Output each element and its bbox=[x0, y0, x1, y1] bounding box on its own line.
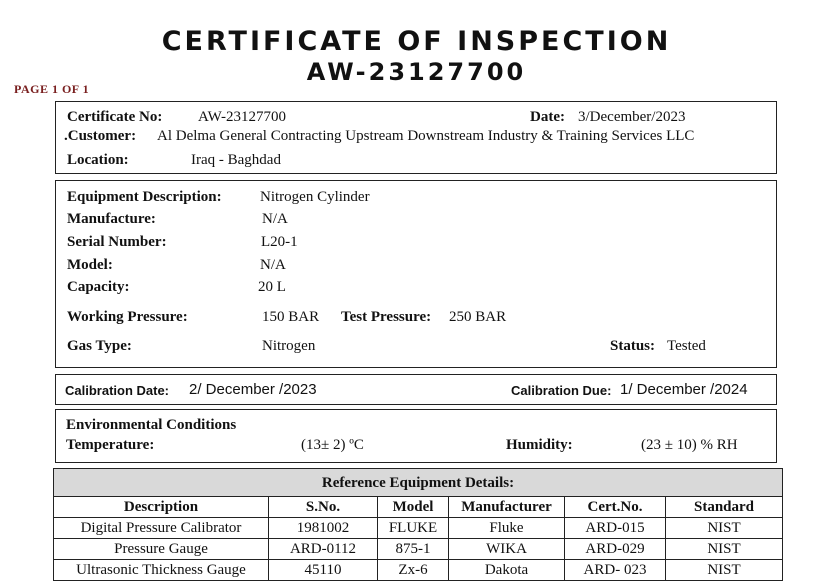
temperature-label: Temperature: bbox=[66, 437, 155, 453]
humidity-value: (23 ± 10) % RH bbox=[641, 437, 738, 453]
table-cell: FLUKE bbox=[378, 518, 449, 539]
table-cell: ARD-0112 bbox=[269, 539, 378, 560]
reference-equipment-table bbox=[53, 468, 783, 581]
calibration-due-label: Calibration Due: bbox=[511, 383, 612, 398]
calibration-date-value: 2/ December /2023 bbox=[189, 381, 317, 398]
date-value: 3/December/2023 bbox=[578, 109, 686, 125]
capacity-label: Capacity: bbox=[67, 279, 130, 295]
date-label: Date: bbox=[530, 109, 565, 125]
table-cell: Pressure Gauge bbox=[54, 539, 269, 560]
gas-type-label: Gas Type: bbox=[67, 338, 132, 354]
customer-label: .Customer: bbox=[64, 128, 137, 144]
location-label: Location: bbox=[67, 152, 129, 168]
cert-no-label: Certificate No: bbox=[67, 109, 163, 125]
table-header-row bbox=[54, 497, 783, 518]
test-pressure-label: Test Pressure: bbox=[341, 309, 432, 325]
serial-label: Serial Number: bbox=[67, 234, 167, 250]
table-cell: NIST bbox=[666, 518, 783, 539]
column-header: Cert.No. bbox=[565, 497, 666, 518]
humidity-label: Humidity: bbox=[506, 437, 573, 453]
table-cell: ARD- 023 bbox=[565, 560, 666, 581]
table-caption-row bbox=[54, 469, 783, 497]
status-value: Tested bbox=[667, 338, 706, 354]
table-cell: Fluke bbox=[449, 518, 565, 539]
manufacture-label: Manufacture: bbox=[67, 211, 156, 227]
table-cell: Ultrasonic Thickness Gauge bbox=[54, 560, 269, 581]
table-cell: WIKA bbox=[449, 539, 565, 560]
customer-value: Al Delma General Contracting Upstream Downstream Industry & Training Services LLC bbox=[157, 128, 695, 144]
table-row bbox=[54, 518, 783, 539]
serial-value: L20-1 bbox=[261, 234, 298, 250]
table-cell: Digital Pressure Calibrator bbox=[54, 518, 269, 539]
status-label: Status: bbox=[610, 338, 656, 354]
environment-heading: Environmental Conditions bbox=[66, 417, 237, 433]
certificate-title: CERTIFICATE OF INSPECTION bbox=[161, 26, 672, 57]
temperature-value: (13± 2) ºC bbox=[301, 437, 364, 453]
table-caption: Reference Equipment Details: bbox=[54, 469, 783, 497]
page-indicator: PAGE 1 OF 1 bbox=[14, 82, 90, 96]
table-cell: ARD-015 bbox=[565, 518, 666, 539]
table-cell: NIST bbox=[666, 539, 783, 560]
working-pressure-value: 150 BAR bbox=[262, 309, 320, 325]
table-row bbox=[54, 560, 783, 581]
location-value: Iraq - Baghdad bbox=[191, 152, 281, 168]
column-header: Manufacturer bbox=[449, 497, 565, 518]
working-pressure-label: Working Pressure: bbox=[67, 309, 188, 325]
table-cell: NIST bbox=[666, 560, 783, 581]
table-cell: Dakota bbox=[449, 560, 565, 581]
column-header: S.No. bbox=[269, 497, 378, 518]
model-value: N/A bbox=[260, 257, 286, 273]
column-header: Standard bbox=[666, 497, 783, 518]
column-header: Description bbox=[54, 497, 269, 518]
table-cell: 45110 bbox=[269, 560, 378, 581]
model-label: Model: bbox=[67, 257, 113, 273]
gas-type-value: Nitrogen bbox=[262, 338, 316, 354]
equipment-desc-label: Equipment Description: bbox=[67, 189, 222, 205]
calibration-due-value: 1/ December /2024 bbox=[620, 381, 748, 398]
calibration-date-label: Calibration Date: bbox=[65, 383, 170, 398]
table-cell: ARD-029 bbox=[565, 539, 666, 560]
column-header: Model bbox=[378, 497, 449, 518]
table-cell: 1981002 bbox=[269, 518, 378, 539]
table-row bbox=[54, 539, 783, 560]
certificate-code: AW-23127700 bbox=[306, 58, 527, 86]
equipment-desc-value: Nitrogen Cylinder bbox=[260, 189, 370, 205]
table-cell: 875-1 bbox=[378, 539, 449, 560]
table-cell: Zx-6 bbox=[378, 560, 449, 581]
cert-no-value: AW-23127700 bbox=[198, 109, 286, 125]
test-pressure-value: 250 BAR bbox=[449, 309, 507, 325]
capacity-value: 20 L bbox=[258, 279, 286, 295]
manufacture-value: N/A bbox=[262, 211, 288, 227]
